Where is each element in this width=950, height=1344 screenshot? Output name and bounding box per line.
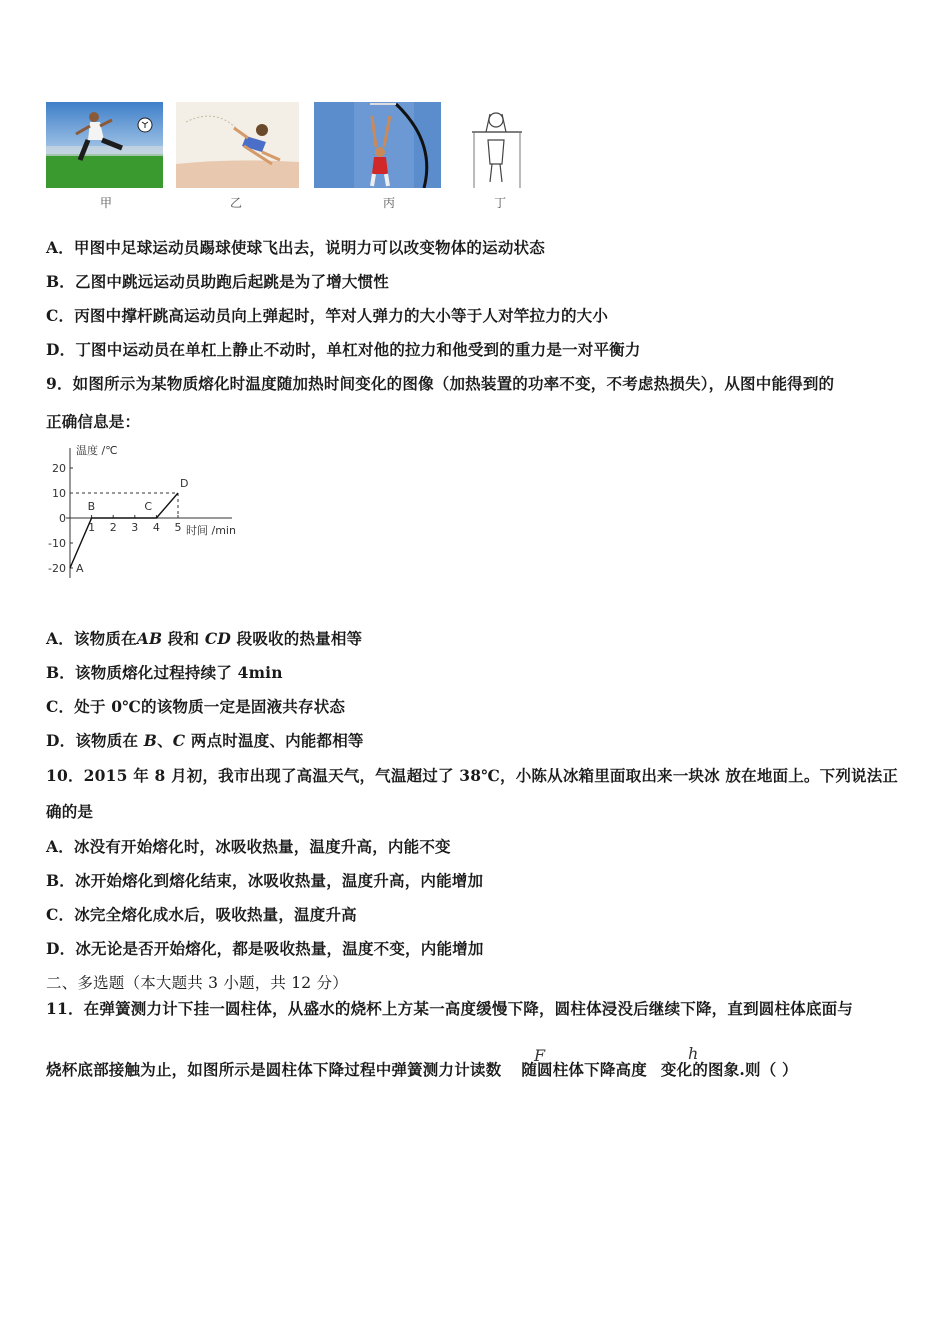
point-label-a: A	[76, 562, 84, 575]
q9-option-c: C．处于 0℃的该物质一定是固液共存状态	[46, 697, 346, 716]
x-tick-label: 3	[131, 521, 139, 534]
figure-jia-soccer	[46, 102, 163, 188]
caption-bing: 丙	[383, 196, 396, 210]
caption-yi: 乙	[230, 196, 243, 210]
caption-ding: 丁	[494, 196, 507, 210]
q9-stem-line2: 正确信息是：	[46, 412, 141, 431]
x-tick-label: 5	[174, 521, 182, 534]
q8-option-d: D．丁图中运动员在单杠上静止不动时，单杠对他的拉力和他受到的重力是一对平衡力	[46, 340, 641, 359]
y-tick-label: 0	[59, 512, 66, 525]
q9-option-d: D．该物质在 B、C 两点时温度、内能都相等	[46, 731, 364, 750]
figure-ding-horizontal-bar	[466, 102, 526, 188]
q10-stem-line2: 确的是	[46, 802, 94, 821]
figure-yi-long-jump	[176, 102, 299, 188]
q10-option-b: B．冰开始熔化到熔化结束，冰吸收热量，温度升高，内能增加	[46, 871, 484, 890]
point-label-d: D	[180, 477, 189, 490]
y-tick-label: -10	[48, 537, 66, 550]
figure-bing-pole-vault	[314, 102, 441, 188]
q10-option-c: C．冰完全熔化成水后，吸收热量，温度升高	[46, 905, 357, 924]
q9-option-a: A．该物质在AB 段和 CD 段吸收的热量相等	[46, 629, 363, 648]
y-tick-label: 10	[52, 487, 66, 500]
series-line	[70, 493, 178, 568]
symbol-h: h	[688, 1044, 699, 1063]
x-axis-label: 时间 /min	[186, 524, 236, 537]
q11-stem-line2: 烧杯底部接触为止，如图所示是圆柱体下降过程中弹簧测力计读数 随圆柱体下降高度 变化的图象.则（ ）	[46, 1060, 798, 1079]
point-label-c: C	[144, 500, 153, 513]
section-heading-multiple-choice: 二、多选题（本大题共 3 小题，共 12 分）	[46, 974, 348, 992]
q8-option-b: B．乙图中跳远运动员助跑后起跳是为了增大惯性	[46, 272, 390, 291]
y-tick-label: 20	[52, 462, 66, 475]
q8-option-a: A．甲图中足球运动员踢球使球飞出去，说明力可以改变物体的运动状态	[46, 238, 545, 257]
q11-stem-line1: 11．在弹簧测力计下挂一圆柱体，从盛水的烧杯上方某一高度缓慢下降，圆柱体浸没后继续下降，直到圆柱体底面与	[46, 999, 853, 1018]
melting-temperature-chart	[40, 440, 270, 590]
x-tick-label: 4	[152, 521, 160, 534]
q9-option-b: B．该物质熔化过程持续了 4min	[46, 663, 283, 682]
q10-stem-line1: 10．2015 年 8 月初，我市出现了高温天气，气温超过了 38℃，小陈从冰箱里面取出来一块冰 放在地面上。下列说法正	[46, 766, 899, 785]
caption-jia: 甲	[100, 196, 113, 210]
y-tick-label: -20	[48, 562, 66, 575]
symbol-F: F	[534, 1046, 546, 1065]
x-tick-label: 2	[109, 521, 117, 534]
point-label-b: B	[87, 500, 96, 513]
q8-option-c: C．丙图中撑杆跳高运动员向上弹起时，竿对人弹力的大小等于人对竿拉力的大小	[46, 306, 609, 325]
q10-option-d: D．冰无论是否开始熔化，都是吸收热量，温度不变，内能增加	[46, 939, 484, 958]
y-axis-label: 温度 /℃	[76, 444, 118, 457]
x-tick-label: 1	[88, 521, 96, 534]
q9-stem-line1: 9．如图所示为某物质熔化时温度随加热时间变化的图像（加热装置的功率不变，不考虑热损失），从图中能得到的	[46, 374, 835, 393]
q10-option-a: A．冰没有开始熔化时，冰吸收热量，温度升高，内能不变	[46, 837, 451, 856]
